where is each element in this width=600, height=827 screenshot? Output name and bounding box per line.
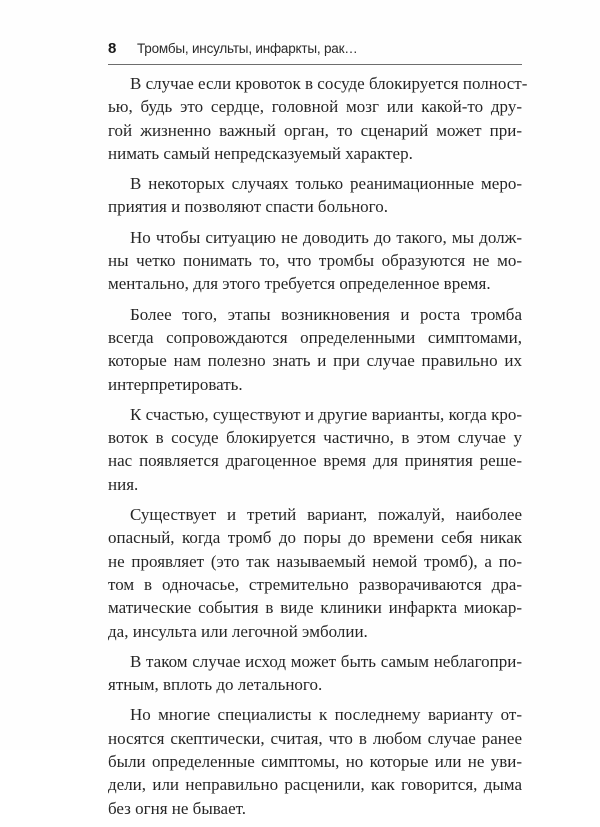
text-line: всегда сопровождаются определенными симптомами, xyxy=(108,327,522,347)
text-line: матические события в виде клиники инфаркта миокар- xyxy=(108,598,522,618)
paragraph xyxy=(108,172,522,219)
text-line: нас появляется драгоценное время для принятия реше- xyxy=(108,451,522,471)
text-line: которые нам полезно знать и при случае правильно их xyxy=(108,351,522,371)
text-line: Но многие специалисты к последнему варианту от- xyxy=(130,705,522,725)
text-line: В случае если кровоток в сосуде блокируется полност- xyxy=(130,74,528,93)
text-line: опасный, когда тромб до поры до времени себя никак xyxy=(108,528,522,548)
running-header xyxy=(108,34,522,65)
paragraph xyxy=(108,72,528,165)
text-line: Более того, этапы возникновения и роста тромба xyxy=(130,304,522,324)
text-line: гой жизненно важный орган, то сценарий может при- xyxy=(108,120,522,140)
text-line: ятным, вплоть до летального. xyxy=(108,675,323,695)
text-line: да, инсульта или легочной эмболии. xyxy=(108,621,368,641)
text-line: В некоторых случаях только реанимационные меро- xyxy=(130,174,522,194)
text-line: интерпретировать. xyxy=(108,374,243,394)
text-line: не проявляет (это так называемый немой тромб), а по- xyxy=(108,551,522,571)
text-line: ния. xyxy=(108,474,139,494)
paragraph xyxy=(108,303,522,396)
text-line: К счастью, существуют и другие варианты, когда кро- xyxy=(130,404,522,424)
paragraph xyxy=(108,703,522,819)
text-line: Но чтобы ситуацию не доводить до такого, мы долж- xyxy=(130,227,522,247)
text-line: нимать самый непредсказуемый характер. xyxy=(108,143,413,163)
text-line: без огня не бывает. xyxy=(108,798,247,818)
text-line: ью, будь это сердце, головной мозг или какой-то дру- xyxy=(108,97,522,117)
text-line: том в одночасье, стремительно разворачиваются дра- xyxy=(108,574,522,594)
text-line: были определенные симптомы, но которые или не уви- xyxy=(108,752,522,772)
text-line: В таком случае исход может быть самым неблагопри- xyxy=(130,651,522,671)
text-line: приятия и позволяют спасти больного. xyxy=(108,197,388,217)
body-text xyxy=(108,72,528,827)
paragraph xyxy=(108,403,522,496)
text-line: носятся скептически, считая, что в любом случае ранее xyxy=(108,728,522,748)
text-line: дели, или неправильно расценили, как говорится, дыма xyxy=(108,775,522,795)
paragraph xyxy=(108,226,522,296)
paragraph xyxy=(108,650,522,697)
paragraph xyxy=(108,503,522,643)
text-line: ментально, для этого требуется определенное время. xyxy=(108,274,491,294)
text-line: Существует и третий вариант, пожалуй, наиболее xyxy=(130,505,522,525)
text-line: ны четко понимать то, что тромбы образуются не мо- xyxy=(108,251,522,271)
running-title: Тромбы, инсульты, инфаркты, рак… xyxy=(137,41,358,56)
page-number: 8 xyxy=(108,40,117,57)
text-line: воток в сосуде блокируется частично, в этом случае у xyxy=(108,428,522,448)
